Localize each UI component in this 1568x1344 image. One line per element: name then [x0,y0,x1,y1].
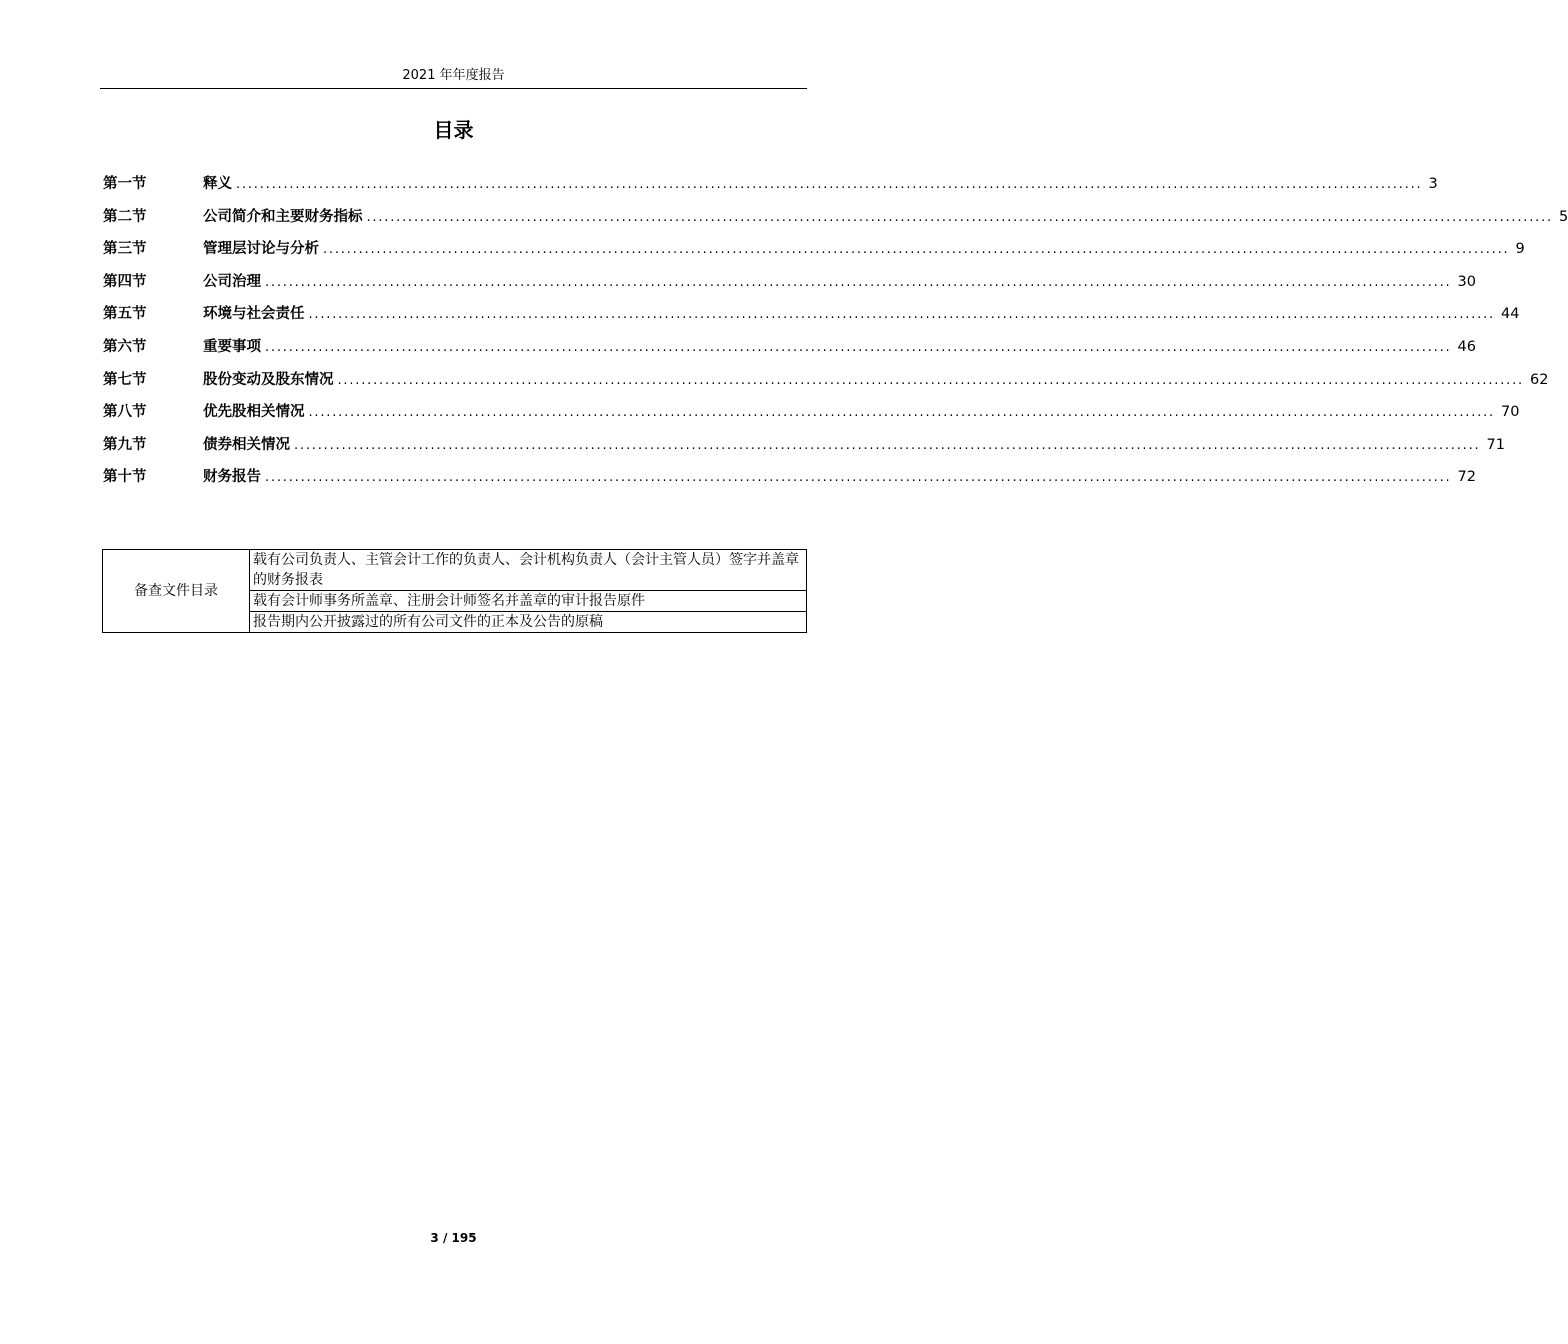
toc-leader-dots: ........................................................................................................................................................................................................ [308,405,1495,421]
toc-leader-dots: ........................................................................................................................................................................................................ [337,372,1524,388]
toc-page-number: 5 [1558,208,1568,225]
toc-section-title: 债券相关情况 [203,436,290,453]
toc-page-number: 9 [1515,241,1525,258]
toc-leader-dots: ........................................................................................................................................................................................................ [366,209,1553,225]
toc-row[interactable] [103,205,1568,238]
toc-section-number: 第一节 [103,176,147,192]
toc-section-title: 环境与社会责任 [203,306,305,323]
toc-entry [203,400,1520,425]
toc-section-number: 第十节 [103,469,147,486]
toc-entry [203,205,1568,230]
toc-page-number: 71 [1486,436,1505,453]
toc-page-number: 46 [1457,338,1476,355]
reference-document-item: 载有会计师事务所盖章、注册会计师签名并盖章的审计报告原件 [250,591,807,612]
toc-row[interactable] [103,172,1438,205]
toc-entry [203,302,1520,327]
toc-row[interactable] [103,433,1505,466]
toc-leader-dots: ........................................................................................................................................................................................................ [265,274,1452,290]
toc-leader-dots: ........................................................................................................................................................................................................ [265,470,1452,486]
toc-page-number: 70 [1500,404,1520,421]
toc-section-title: 公司治理 [203,273,261,290]
toc-entry [203,433,1505,458]
toc-entry [203,172,1438,197]
toc-section-number: 第八节 [103,404,147,421]
toc-leader-dots: ........................................................................................................................................................................................................ [236,177,1423,192]
toc-row[interactable] [103,368,1549,401]
toc-section-title: 管理层讨论与分析 [203,241,319,258]
reference-document-item: 载有公司负责人、主管会计工作的负责人、会计机构负责人（会计主管人员）签字并盖章的财务报表 [250,550,807,591]
toc-entry [203,270,1476,295]
reference-document-item: 报告期内公开披露过的所有公司文件的正本及公告的原稿 [250,612,807,633]
toc-section-number: 第九节 [103,436,147,453]
toc-entry [203,237,1525,262]
table-row [103,550,807,591]
toc-section-number: 第七节 [103,371,147,388]
toc-row[interactable] [103,400,1520,433]
page-header: 2021 年年度报告 [402,68,505,83]
toc-section-title: 优先股相关情况 [203,404,305,421]
toc-row[interactable] [103,270,1476,303]
toc-page-number: 72 [1457,469,1476,486]
toc-leader-dots: ........................................................................................................................................................................................................ [294,437,1481,453]
toc-row[interactable] [103,302,1520,335]
toc-row[interactable] [103,465,1476,498]
toc-leader-dots: ........................................................................................................................................................................................................ [308,307,1495,323]
toc-entry [203,335,1476,360]
toc-entry [203,465,1476,490]
toc-page-number: 62 [1529,371,1549,388]
toc-section-title: 股份变动及股东情况 [203,371,334,388]
page-indicator: 3 / 195 [430,1231,477,1245]
toc-section-number: 第四节 [103,273,147,290]
reference-documents-table [102,549,807,633]
toc-leader-dots: ........................................................................................................................................................................................................ [265,339,1452,355]
header-divider [100,88,807,89]
toc-section-number: 第六节 [103,338,147,355]
toc-section-number: 第三节 [103,241,147,258]
table-of-contents [103,172,1568,498]
reference-documents-label: 备查文件目录 [103,550,250,633]
toc-section-title: 财务报告 [203,469,261,486]
page-title: 目录 [433,118,474,142]
toc-section-number: 第五节 [103,306,147,323]
toc-section-title: 重要事项 [203,338,261,355]
toc-row[interactable] [103,335,1476,368]
toc-page-number: 30 [1457,273,1476,290]
toc-section-number: 第二节 [103,208,147,225]
toc-row[interactable] [103,237,1525,270]
toc-entry [203,368,1549,393]
toc-page-number: 44 [1500,306,1520,323]
toc-section-title: 释义 [203,176,232,192]
toc-leader-dots: ........................................................................................................................................................................................................ [323,242,1510,258]
toc-page-number: 3 [1428,176,1438,192]
toc-section-title: 公司简介和主要财务指标 [203,208,363,225]
